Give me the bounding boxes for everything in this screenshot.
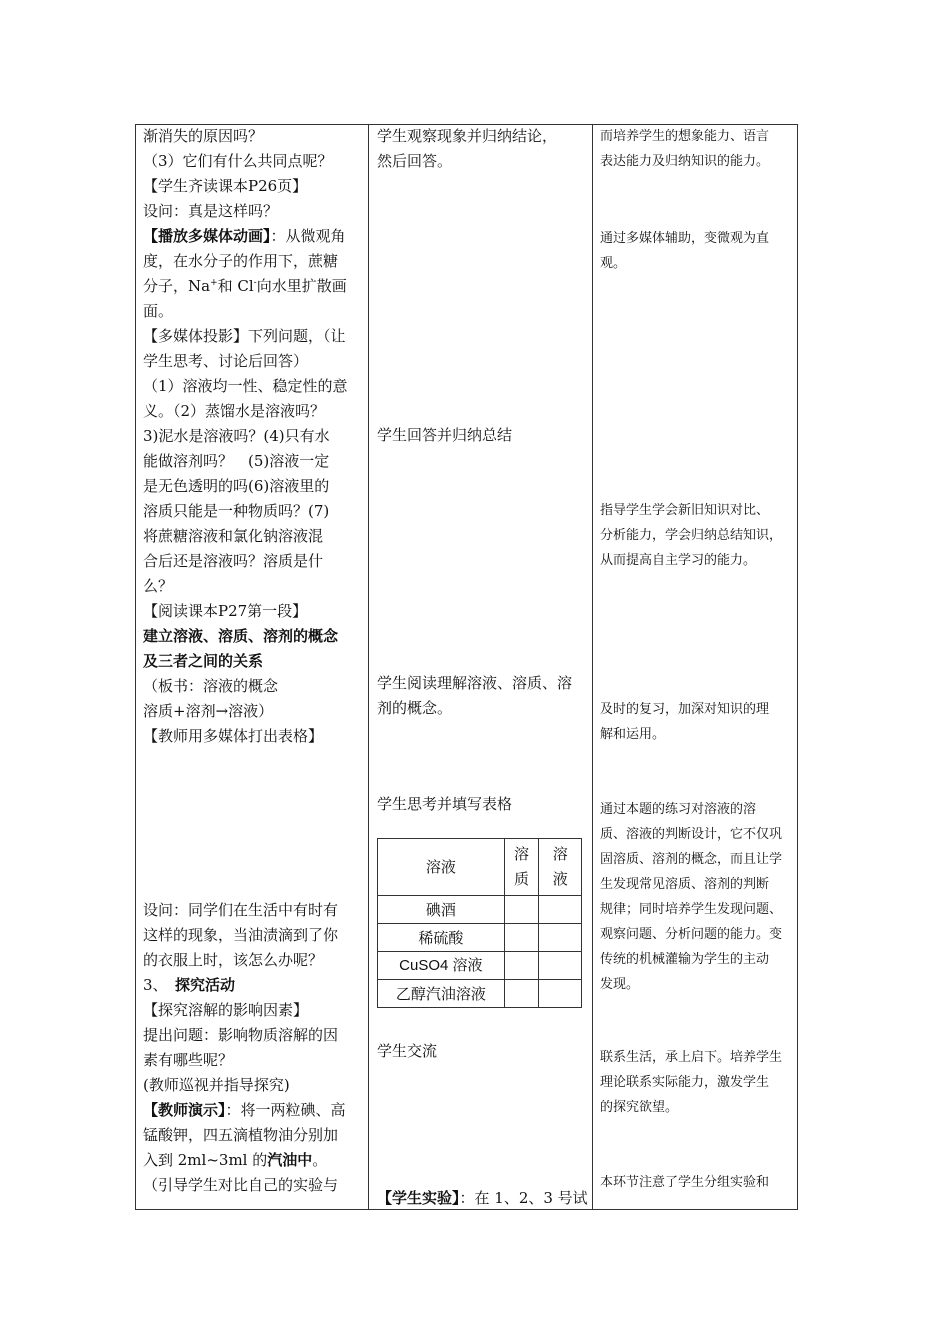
- text-line: 素有哪些呢？: [143, 1051, 234, 1069]
- text-line: 学生阅读理解溶液、溶质、溶: [377, 674, 573, 692]
- text-line: 【阅读课本P27第一段】: [143, 602, 308, 620]
- column-divider: [368, 124, 369, 1210]
- bold-heading: 及三者之间的关系: [143, 652, 264, 670]
- text-line: 合后还是溶液吗？溶质是什: [143, 552, 324, 570]
- column-divider: [592, 124, 593, 1210]
- table-cell: 乙醇汽油溶液: [378, 980, 505, 1008]
- text-line: 学生思考、讨论后回答）: [143, 352, 309, 370]
- table-cell-empty[interactable]: [539, 896, 582, 924]
- text-line: 设问：同学们在生活中有时有: [143, 901, 339, 919]
- text-run: 和 Cl: [217, 277, 254, 295]
- text-line: 生发现常见溶质、溶剂的判断: [600, 877, 770, 892]
- text-line: 然后回答。: [377, 152, 453, 170]
- text-line: 义。（2）蒸馏水是溶液吗？: [143, 402, 326, 420]
- intent-note: [600, 124, 792, 174]
- text-line: 学生回答并归纳总结: [377, 426, 513, 444]
- bold-run: 汽油中: [267, 1151, 313, 1169]
- text-line: 3)泥水是溶液吗？(4)只有水: [143, 427, 330, 445]
- student-answer: [377, 423, 587, 448]
- student-observe: [377, 124, 587, 174]
- text-line: 观。: [600, 256, 627, 271]
- bold-label: 【播放多媒体动画】: [143, 227, 271, 245]
- table-header-cell: [539, 839, 582, 896]
- text-line: 【探究溶解的影响因素】: [143, 1001, 309, 1019]
- table-header-cell: 溶液: [378, 839, 505, 896]
- superscript: +: [210, 278, 218, 288]
- table-row: [378, 980, 582, 1008]
- text-line: 设问：真是这样吗？: [143, 202, 279, 220]
- intent-note: [600, 697, 792, 747]
- text-line: 传统的机械灌输为学生的主动: [600, 952, 770, 967]
- text-line: 面。: [143, 302, 174, 320]
- text-line: 是无色透明的吗(6)溶液里的: [143, 477, 330, 495]
- text-line: 通过多媒体辅助，变微观为直: [600, 231, 770, 246]
- solution-table: [377, 838, 582, 1008]
- text-line: 将蔗糖溶液和氯化钠溶液混: [143, 527, 324, 545]
- text-line: 及时的复习，加深对知识的理: [600, 702, 770, 717]
- table-cell-empty[interactable]: [539, 980, 582, 1008]
- text-run: 。: [312, 1151, 328, 1169]
- text-line: 观察问题、分析问题的能力。变: [600, 927, 783, 942]
- teacher-activity-column-lower: [143, 898, 363, 1198]
- text-line: 发现。: [600, 977, 640, 992]
- text-run: 向水里扩散画: [256, 277, 347, 295]
- text-line: 分析能力，学会归纳总结知识，: [600, 528, 783, 543]
- text-line: [377, 1186, 587, 1211]
- text-line: 学生交流: [377, 1042, 438, 1060]
- text-run: 入到 2ml~3ml 的: [143, 1151, 268, 1169]
- vertical-header: 溶液: [552, 845, 568, 888]
- text-line: 剂的概念。: [377, 699, 453, 717]
- table-row: [378, 896, 582, 924]
- student-experiment: [377, 1186, 587, 1211]
- table-row: [378, 924, 582, 952]
- text-line: 【多媒体投影】下列问题，（让: [143, 327, 346, 345]
- student-think: [377, 792, 587, 817]
- table-cell: 稀硫酸: [378, 924, 505, 952]
- table-cell-empty[interactable]: [504, 896, 539, 924]
- bold-label: 【教师演示】: [143, 1101, 226, 1119]
- table-header-cell: [504, 839, 539, 896]
- intent-note: [600, 797, 792, 997]
- text-line: 解和运用。: [600, 727, 666, 742]
- table-cell: 碘酒: [378, 896, 505, 924]
- text-line: 渐消失的原因吗？: [143, 127, 264, 145]
- text-line: （引导学生对比自己的实验与: [143, 1176, 339, 1194]
- table-cell-empty[interactable]: [504, 980, 539, 1008]
- table-row: [378, 952, 582, 980]
- bold-label: 【学生实验】: [377, 1189, 460, 1207]
- table-cell-empty[interactable]: [504, 924, 539, 952]
- text-line: 指导学生学会新旧知识对比、: [600, 503, 770, 518]
- text-line: 而培养学生的想象能力、语言: [600, 129, 770, 144]
- text-line: 质、溶液的判断设计，它不仅巩: [600, 827, 783, 842]
- text-line: 溶质只能是一种物质吗？(7): [143, 502, 330, 520]
- text-line: 本环节注意了学生分组实验和: [600, 1175, 770, 1190]
- text-line: (教师巡视并指导探究): [143, 1076, 290, 1094]
- intent-note: [600, 1170, 792, 1195]
- text-line: 表达能力及归纳知识的能力。: [600, 154, 770, 169]
- text-line: 锰酸钾，四五滴植物油分别加: [143, 1126, 339, 1144]
- bold-heading: 建立溶液、溶质、溶剂的概念: [143, 627, 339, 645]
- text-line: [143, 1148, 363, 1173]
- superscript: -: [253, 278, 257, 288]
- text-line: [143, 274, 363, 299]
- text-line: （3）它们有什么共同点呢？: [143, 152, 333, 170]
- table-header-row: [378, 839, 582, 896]
- text-line: 学生思考并填写表格: [377, 795, 513, 813]
- section-title: 探究活动: [175, 976, 236, 994]
- table-cell: CuSO4 溶液: [378, 952, 505, 980]
- text-line: 提出问题：影响物质溶解的因: [143, 1026, 339, 1044]
- text-line: （1）溶液均一性、稳定性的意: [143, 377, 348, 395]
- text-line: 【学生齐读课本P26页】: [143, 177, 308, 195]
- text-line: 通过本题的练习对溶液的溶: [600, 802, 757, 817]
- teacher-activity-column: [143, 124, 363, 749]
- text-line: 溶质+溶剂→溶液）: [143, 702, 274, 720]
- text-run: ：将一两粒碘、高: [225, 1101, 346, 1119]
- table-cell-empty[interactable]: [539, 924, 582, 952]
- intent-note: [600, 226, 792, 276]
- intent-note: [600, 1045, 792, 1120]
- student-exchange: [377, 1039, 587, 1064]
- text-run: 分子，Na: [143, 277, 211, 295]
- text-line: 这样的现象，当油渍滴到了你: [143, 926, 339, 944]
- text-run: ：在 1、2、3 号试: [459, 1189, 588, 1207]
- text-line: 固溶质、溶剂的概念，而且让学: [600, 852, 783, 867]
- section-number: 3、: [143, 976, 168, 994]
- text-run: ：从微观角: [270, 227, 346, 245]
- vertical-header: 溶质: [514, 845, 530, 888]
- table-cell-empty[interactable]: [504, 952, 539, 980]
- text-line: 规律；同时培养学生发现问题、: [600, 902, 783, 917]
- table-cell-empty[interactable]: [539, 952, 582, 980]
- text-line: 学生观察现象并归纳结论，: [377, 127, 558, 145]
- student-read: [377, 671, 587, 721]
- text-line: 度，在水分子的作用下，蔗糖: [143, 252, 339, 270]
- intent-note: [600, 498, 792, 573]
- section-heading: [143, 973, 363, 998]
- text-line: [143, 224, 363, 249]
- text-line: 么？: [143, 577, 174, 595]
- text-line: 联系生活，承上启下。培养学生: [600, 1050, 783, 1065]
- text-line: 的探究欲望。: [600, 1100, 679, 1115]
- text-line: 的衣服上时，该怎么办呢？: [143, 951, 324, 969]
- text-line: 【教师用多媒体打出表格】: [143, 727, 324, 745]
- text-line: 理论联系实际能力，激发学生: [600, 1075, 770, 1090]
- text-line: [143, 1098, 363, 1123]
- text-line: 能做溶剂吗？ (5)溶液一定: [143, 452, 330, 470]
- text-line: 从而提高自主学习的能力。: [600, 553, 757, 568]
- text-line: （板书：溶液的概念: [143, 677, 279, 695]
